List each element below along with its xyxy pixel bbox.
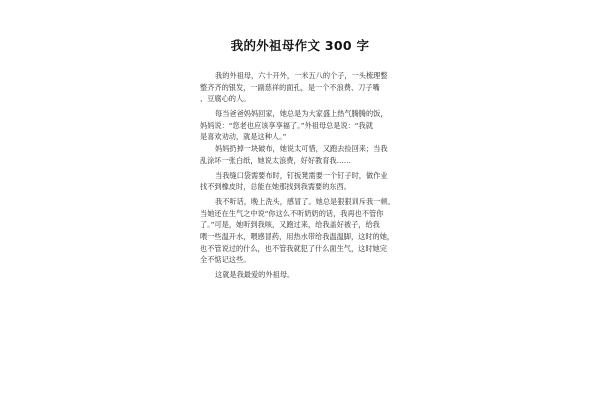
document-title: 我的外祖母作文 300 字	[230, 38, 370, 53]
document-body	[200, 70, 400, 281]
body-line: 找不到橡皮时，总能在她那找到我需要的东西。	[200, 182, 351, 192]
body-line: 喂一些温开水，喂感冒药，用热水带给我温温脚，这时的她，	[200, 231, 395, 241]
body-line: 全不惦记这些。	[200, 255, 251, 265]
body-line: 了。”可是，她听到我咳，又跑过来，给我盖好被子，给我	[200, 220, 380, 230]
body-line: 当我缝口袋需要布时，钉扳凳需要一个钉子时，做作业	[215, 170, 388, 180]
body-line: 整齐齐的银发，一副慈祥的面孔，是一个不浪费、刀子嘴	[200, 82, 380, 92]
body-line: 乱涂坏一张白纸，她说太浪费，好好教育我……	[200, 155, 351, 165]
body-line: 是喜欢劝动，就是这种人。”	[200, 132, 287, 142]
body-line: 这就是我最爱的外祖母。	[215, 270, 295, 279]
body-line: 妈妈说：“您老也应该享享福了。”外祖母总是说：“我就	[200, 120, 373, 130]
body-line: 每当爸爸妈妈回家，她总是为大家盛上热气腾腾的饭，	[215, 109, 388, 119]
body-line: 妈妈扔掉一块破布，她说太可惜，又跑去捡回来；当我	[215, 144, 388, 154]
body-line: 、豆腐心的人。	[200, 94, 251, 104]
body-line: 当她还在生气之中说“你这么不听奶奶的话，我再也不管你	[200, 208, 384, 218]
body-line: 我的外祖母，六十开外，一米五八的个子，一头梳理整	[215, 71, 388, 80]
body-line: 我不听话，晚上洗头，感冒了。她总是狠狠训斥我一顿。	[215, 196, 395, 206]
body-line: 也不管说过的什么，也不管我就犯了什么面生气，这时她完	[200, 243, 387, 253]
